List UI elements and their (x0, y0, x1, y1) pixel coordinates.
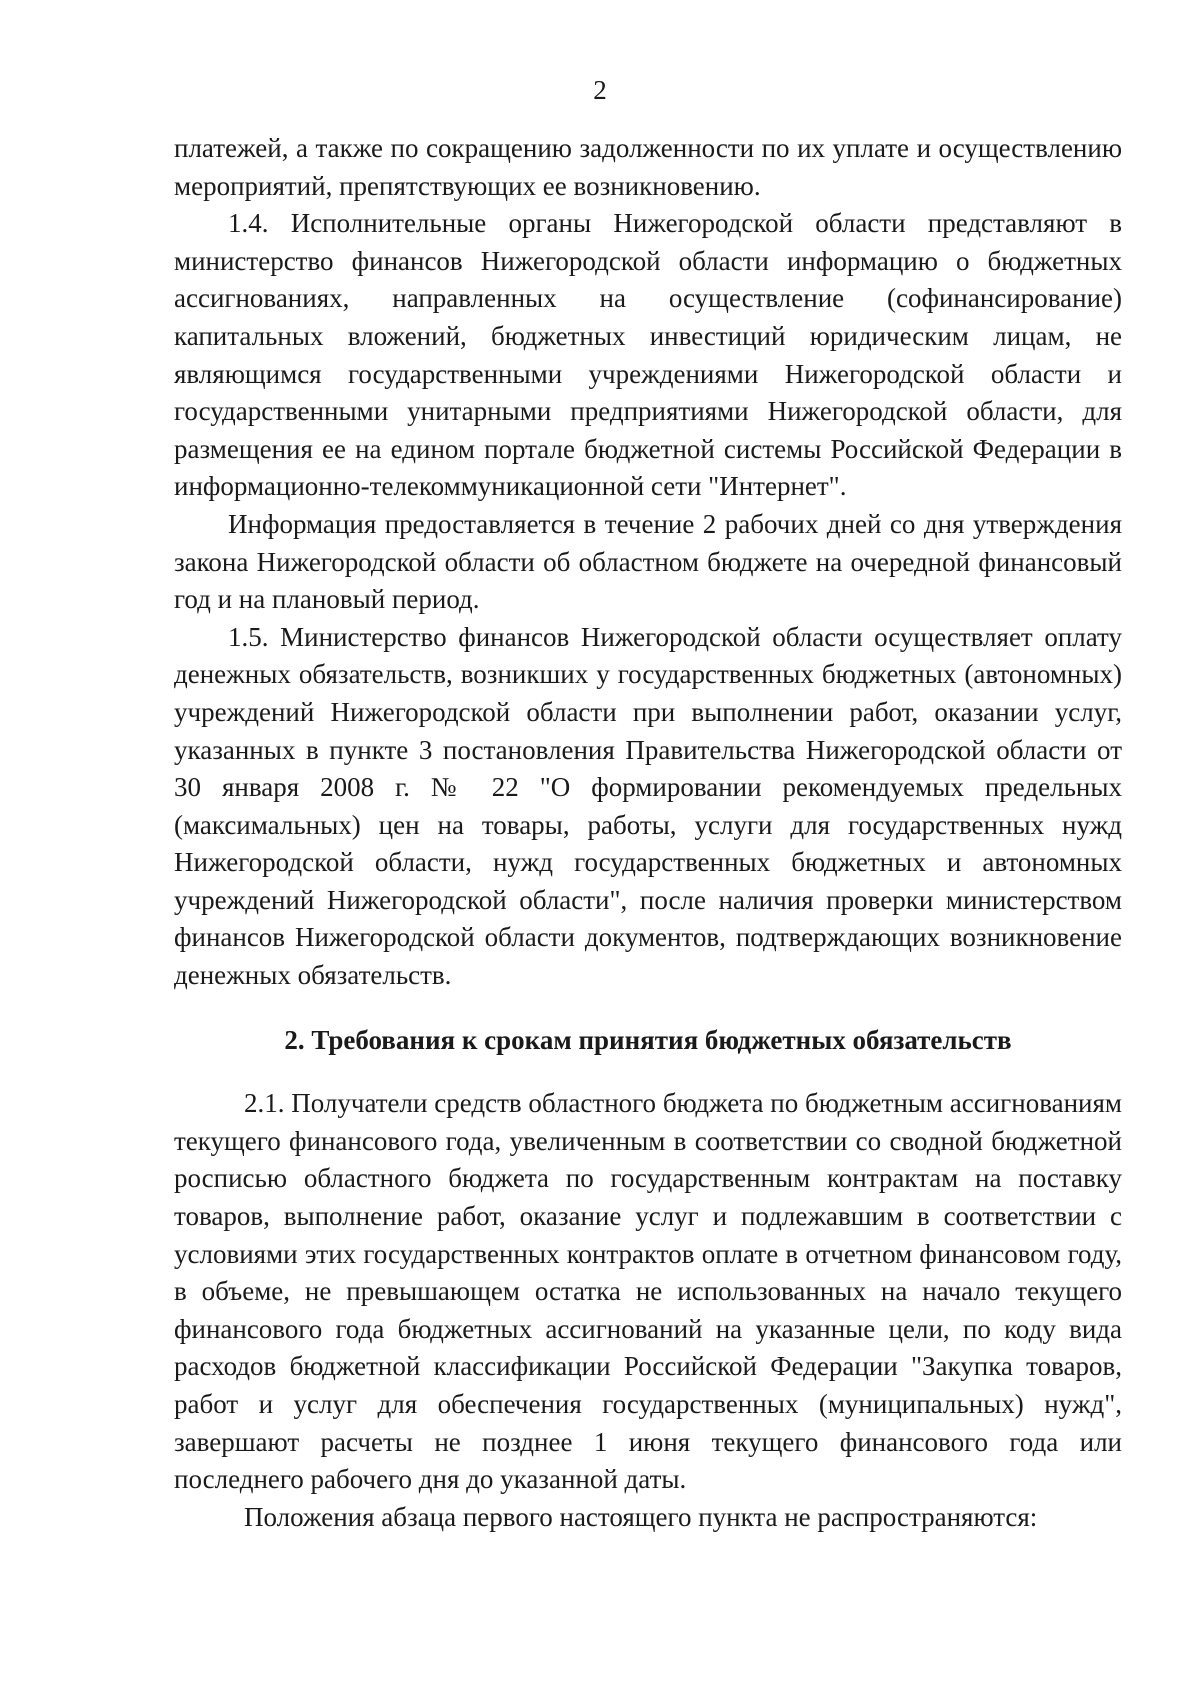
page-number: 2 (593, 75, 607, 105)
paragraph-exceptions-intro: Положения абзаца первого настоящего пункта не распространяются: (244, 1501, 1038, 1532)
paragraph-1-5: 1.5. Министерство финансов Нижегородской области осуществляет оплату денежных обязательств, возникших у государственных бюджетных (автономных) учреждений Нижегородской области при выполнении работ, оказании услуг, указанных в пункте 3 постановления Правительства Нижегородской области от 30 января 2008 г. № 22 "О формировании рекомендуемых предельных (максимальных) цен на товары, работы, услуги для государственных нужд Нижегородской области, нужд государственных бюджетных и автономных учреждений Нижегородской области", после наличия проверки министерством финансов Нижегородской области документов, подтверждающих возникновение денежных обязательств. (174, 621, 1122, 991)
paragraph-continuation: платежей, а также по сокращению задолженности по их уплате и осуществлению мероприятий, препятствующих ее возникновению. (174, 133, 1122, 201)
section-heading: 2. Требования к срокам принятия бюджетных обязательств (284, 1024, 1012, 1055)
paragraph-2-1: 2.1. Получатели средств областного бюджета по бюджетным ассигнованиям текущего финансового года, увеличенным в соответствии со сводной бюджетной росписью областного бюджета по государственным контрактам на поставку товаров, выполнение работ, оказание услуг и подлежавшим в соответствии с условиями этих государственных контрактов оплате в отчетном финансовом году, в объеме, не превышающем остатка не использованных на начало текущего финансового года бюджетных ассигнований на указанные цели, по коду вида расходов бюджетной классификации Российской Федерации "Закупка товаров, работ и услуг для обеспечения государственных (муниципальных) нужд", завершают расчеты не позднее 1 июня текущего финансового года или последнего рабочего дня до указанной даты. (174, 1088, 1122, 1495)
paragraph-information-deadline: Информация предоставляется в течение 2 рабочих дней со дня утверждения закона Нижегородской области об областном бюджете на очередной финансовый год и на плановый период. (174, 508, 1122, 615)
document-body (174, 130, 1122, 1536)
paragraph-1-4: 1.4. Исполнительные органы Нижегородской области представляют в министерство финансов Нижегородской области информацию о бюджетных ассигнованиях, направленных на осуществление (софинансирование) капитальных вложений, бюджетных инвестиций юридическим лицам, не являющимся государственными учреждениями Нижегородской области и государственными унитарными предприятиями Нижегородской области, для размещения ее на едином портале бюджетной системы Российской Федерации в информационно-телекоммуникационной сети "Интернет". (174, 208, 1122, 502)
